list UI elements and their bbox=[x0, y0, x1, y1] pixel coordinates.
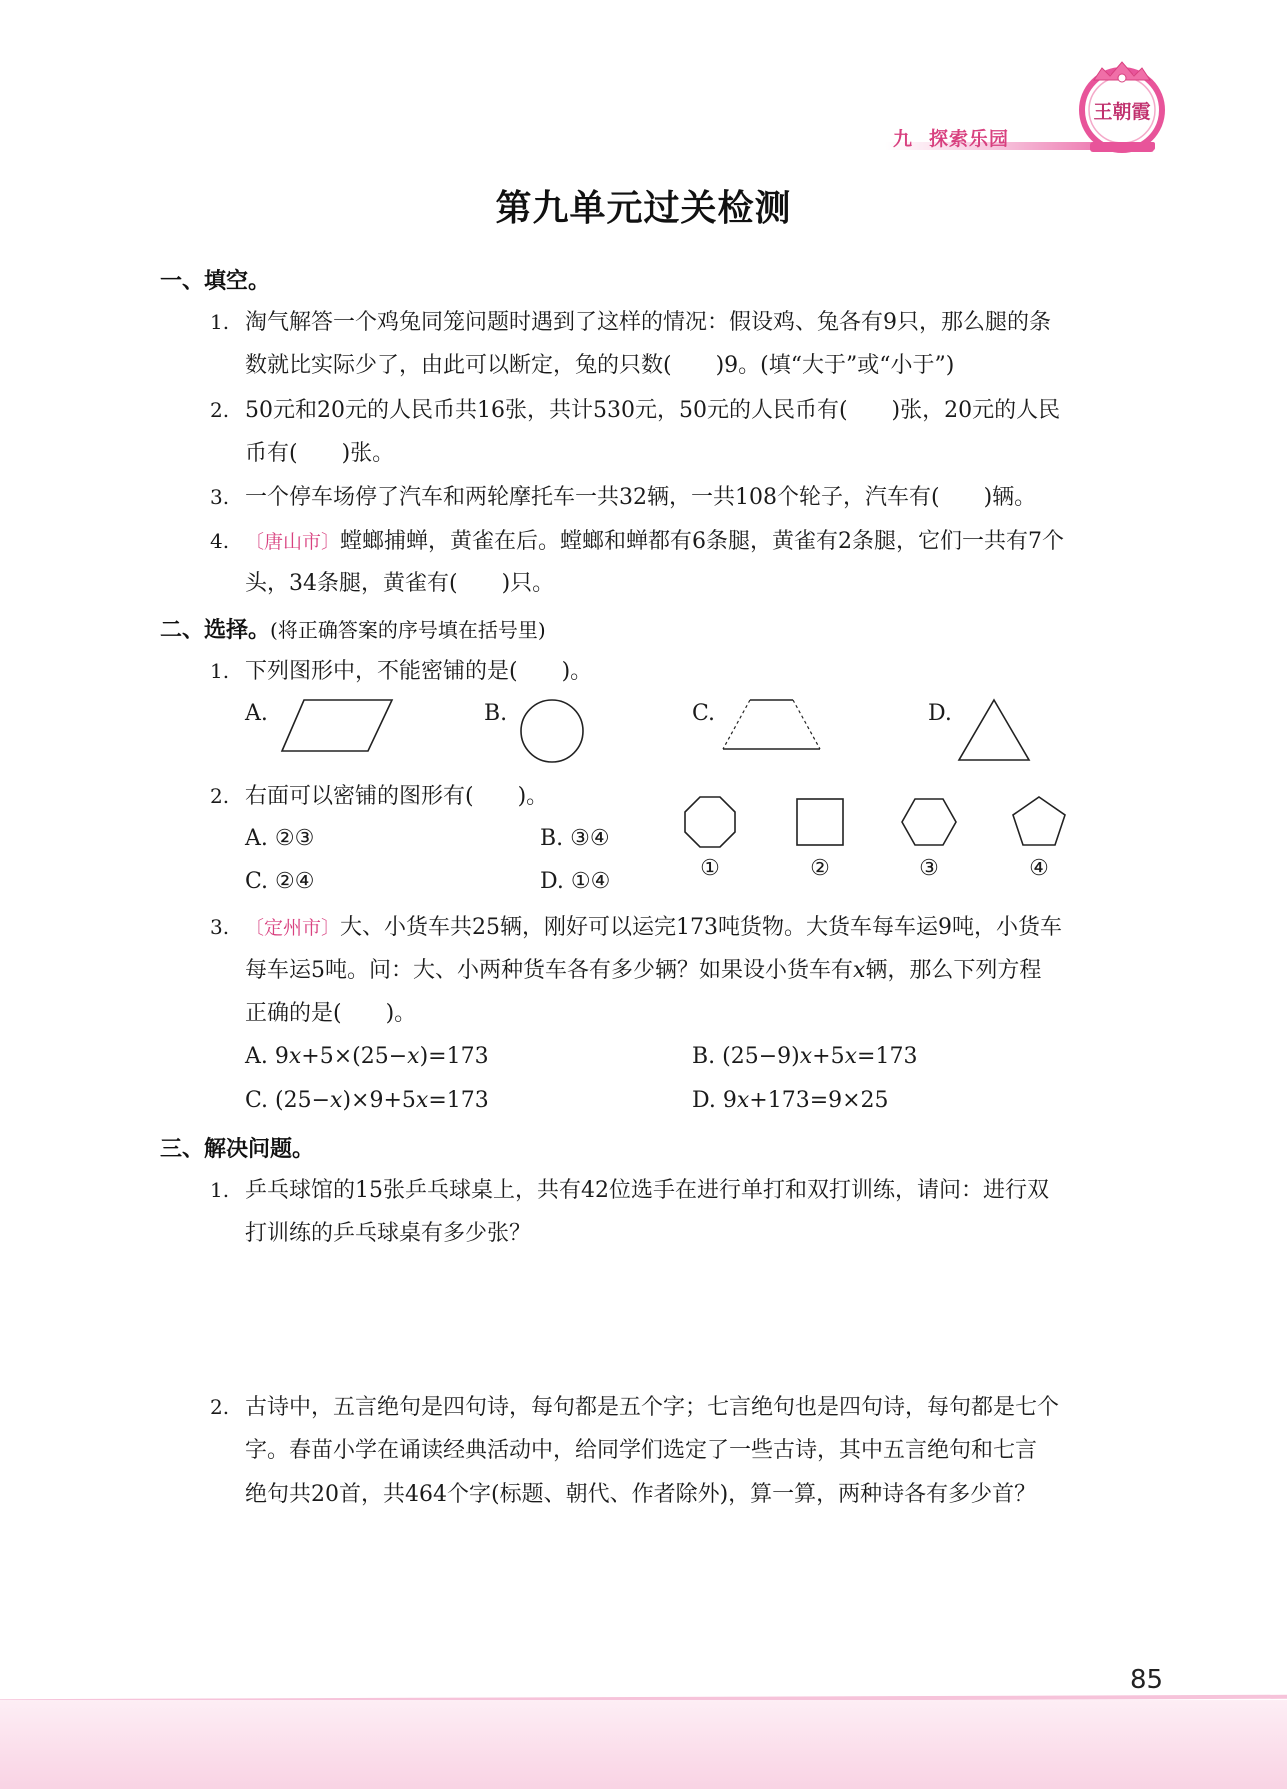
q1-4-line1: 4. 〔唐山市〕螳螂捕蝉，黄雀在后。螳螂和蝉都有6条腿，黄雀有2条腿，它们一共有7个 bbox=[210, 529, 1065, 554]
q2-2-option-a: A. ②③ bbox=[245, 826, 315, 851]
chapter-header bbox=[893, 124, 1009, 151]
triangle-shape bbox=[956, 697, 1032, 763]
q1-1-line2: 数就比实际少了，由此可以断定，兔的只数( )9。(填“大于”或“小于”) bbox=[245, 353, 955, 378]
chapter-title: 探索乐园 bbox=[929, 128, 1010, 150]
q2-2-option-c: C. ②④ bbox=[245, 869, 315, 894]
publisher-logo bbox=[1072, 56, 1172, 156]
q1-1-line1: 1. 淘气解答一个鸡兔同笼问题时遇到了这样的情况：假设鸡、兔各有9只，那么腿的条 bbox=[210, 310, 1051, 335]
q2-1-line1: 1. 下列图形中，不能密铺的是( )。 bbox=[210, 659, 593, 684]
shape-label-1: ① bbox=[700, 856, 720, 881]
source-tag: 〔定州市〕 bbox=[245, 917, 341, 939]
q2-2-option-b: B. ③④ bbox=[540, 826, 610, 851]
shape-label-2: ② bbox=[810, 856, 830, 881]
section-heading-problems: 三、解决问题。 bbox=[160, 1137, 315, 1162]
q2-3-line3: 正确的是( )。 bbox=[245, 1001, 417, 1026]
trapezoid-shape bbox=[720, 697, 824, 755]
q1-2-line2: 币有( )张。 bbox=[245, 441, 395, 466]
q3-2-line2: 字。春苗小学在诵读经典活动中，给同学们选定了一些古诗，其中五言绝句和七言 bbox=[245, 1438, 1038, 1463]
footer-band bbox=[0, 1700, 1287, 1789]
logo-text: 王朝霞 bbox=[1093, 101, 1151, 123]
q1-4-line2: 头，34条腿，黄雀有( )只。 bbox=[245, 571, 555, 596]
q3-1-line1: 1. 乒乓球馆的15张乒乓球桌上，共有42位选手在进行单打和双打训练，请问：进行双 bbox=[210, 1178, 1049, 1203]
q2-1-option-a: A. bbox=[245, 701, 268, 726]
octagon-shape bbox=[683, 795, 737, 849]
parallelogram-shape bbox=[280, 697, 395, 755]
section-heading-fill-blank: 一、填空。 bbox=[160, 269, 271, 294]
q2-3-option-c: C. (25−x)×9+5x=173 bbox=[245, 1088, 489, 1113]
q2-2-line1: 2. 右面可以密铺的图形有( )。 bbox=[210, 784, 549, 809]
q2-3-option-d: D. 9x+173=9×25 bbox=[692, 1088, 889, 1113]
chapter-number: 九 bbox=[893, 128, 914, 150]
section-heading-choice: 二、选择。(将正确答案的序号填在括号里) bbox=[160, 618, 546, 643]
q3-2-line1: 2. 古诗中，五言绝句是四句诗，每句都是五个字；七言绝句也是四句诗，每句都是七个 bbox=[210, 1395, 1060, 1420]
q2-3-option-b: B. (25−9)x+5x=173 bbox=[692, 1044, 918, 1069]
q2-2-option-d: D. ①④ bbox=[540, 869, 611, 894]
q2-3-line2: 每车运5吨。问：大、小两种货车各有多少辆？如果设小货车有x辆，那么下列方程 bbox=[245, 958, 1042, 983]
circle-shape bbox=[518, 697, 586, 765]
page-number: 85 bbox=[1130, 1665, 1164, 1695]
pentagon-shape bbox=[1011, 795, 1067, 847]
q2-1-option-d: D. bbox=[928, 701, 952, 726]
shape-label-4: ④ bbox=[1029, 856, 1049, 881]
q2-3-line1: 3. 〔定州市〕大、小货车共25辆，刚好可以运完173吨货物。大货车每车运9吨，小货车 bbox=[210, 915, 1063, 940]
q2-1-option-b: B. bbox=[484, 701, 508, 726]
q2-1-option-c: C. bbox=[692, 701, 716, 726]
source-tag: 〔唐山市〕 bbox=[245, 531, 341, 553]
q2-3-option-a: A. 9x+5×(25−x)=173 bbox=[245, 1044, 489, 1069]
q1-3-line1: 3. 一个停车场停了汽车和两轮摩托车一共32辆，一共108个轮子，汽车有( )辆。 bbox=[210, 485, 1037, 510]
q1-2-line1: 2. 50元和20元的人民币共16张，共计530元，50元的人民币有( )张，20元的人民 bbox=[210, 398, 1061, 423]
q3-2-line3: 绝句共20首，共464个字(标题、朝代、作者除外)，算一算，两种诗各有多少首？ bbox=[245, 1482, 1037, 1507]
q3-1-line2: 打训练的乒乓球桌有多少张？ bbox=[245, 1221, 532, 1246]
square-shape bbox=[795, 797, 845, 847]
shape-label-3: ③ bbox=[919, 856, 939, 881]
hexagon-shape bbox=[900, 797, 958, 847]
page-title: 第九单元过关检测 bbox=[495, 188, 792, 229]
